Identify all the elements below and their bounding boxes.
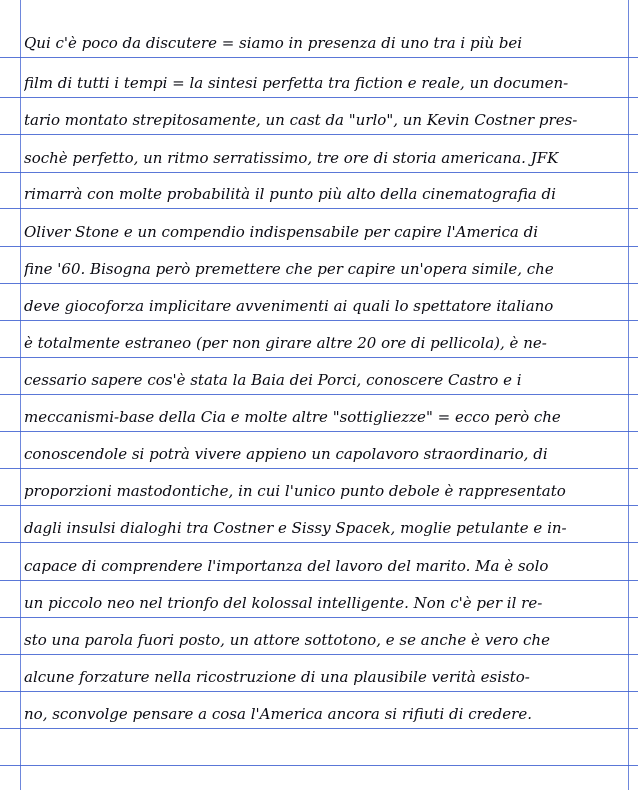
text-line: film di tutti i tempi = la sintesi perfetta tra fiction e reale, un documen- — [24, 76, 569, 92]
text-line: fine '60. Bisogna però premettere che per capire un'opera simile, che — [24, 262, 554, 278]
left-margin-line — [20, 0, 21, 790]
text-line: un piccolo neo nel trionfo del kolossal intelligente. Non c'è per il re- — [24, 596, 543, 612]
right-margin-line — [628, 0, 629, 790]
text-line: rimarrà con molte probabilità il punto più alto della cinematografia di — [24, 187, 556, 203]
text-line: è totalmente estraneo (per non girare altre 20 ore di pellicola), è ne- — [24, 336, 547, 352]
text-line: tario montato strepitosamente, un cast da "urlo", un Kevin Costner pres- — [24, 113, 578, 129]
text-line: no, sconvolge pensare a cosa l'America ancora si rifiuti di credere. — [24, 707, 532, 723]
text-line: alcune forzature nella ricostruzione di una plausibile verità esisto- — [24, 670, 530, 686]
text-line: Qui c'è poco da discutere = siamo in presenza di uno tra i più bei — [24, 36, 523, 52]
text-line: conoscendole si potrà vivere appieno un capolavoro straordinario, di — [24, 447, 548, 463]
text-line: sochè perfetto, un ritmo serratissimo, tre ore di storia americana. JFK — [24, 151, 559, 167]
text-line: cessario sapere cos'è stata la Baia dei Porci, conoscere Castro e i — [24, 373, 522, 389]
text-line: meccanismi-base della Cia e molte altre "sottigliezze" = ecco però che — [24, 410, 561, 426]
rule-line — [0, 765, 638, 766]
text-line: dagli insulsi dialoghi tra Costner e Sissy Spacek, moglie petulante e in- — [24, 521, 567, 537]
text-line: proporzioni mastodontiche, in cui l'unico punto debole è rappresentato — [24, 484, 566, 500]
text-line: Oliver Stone e un compendio indispensabile per capire l'America di — [24, 225, 539, 241]
text-line: sto una parola fuori posto, un attore sottotono, e se anche è vero che — [24, 633, 550, 649]
text-line: capace di comprendere l'importanza del lavoro del marito. Ma è solo — [24, 559, 549, 575]
text-line: deve giocoforza implicitare avvenimenti ai quali lo spettatore italiano — [24, 299, 554, 315]
